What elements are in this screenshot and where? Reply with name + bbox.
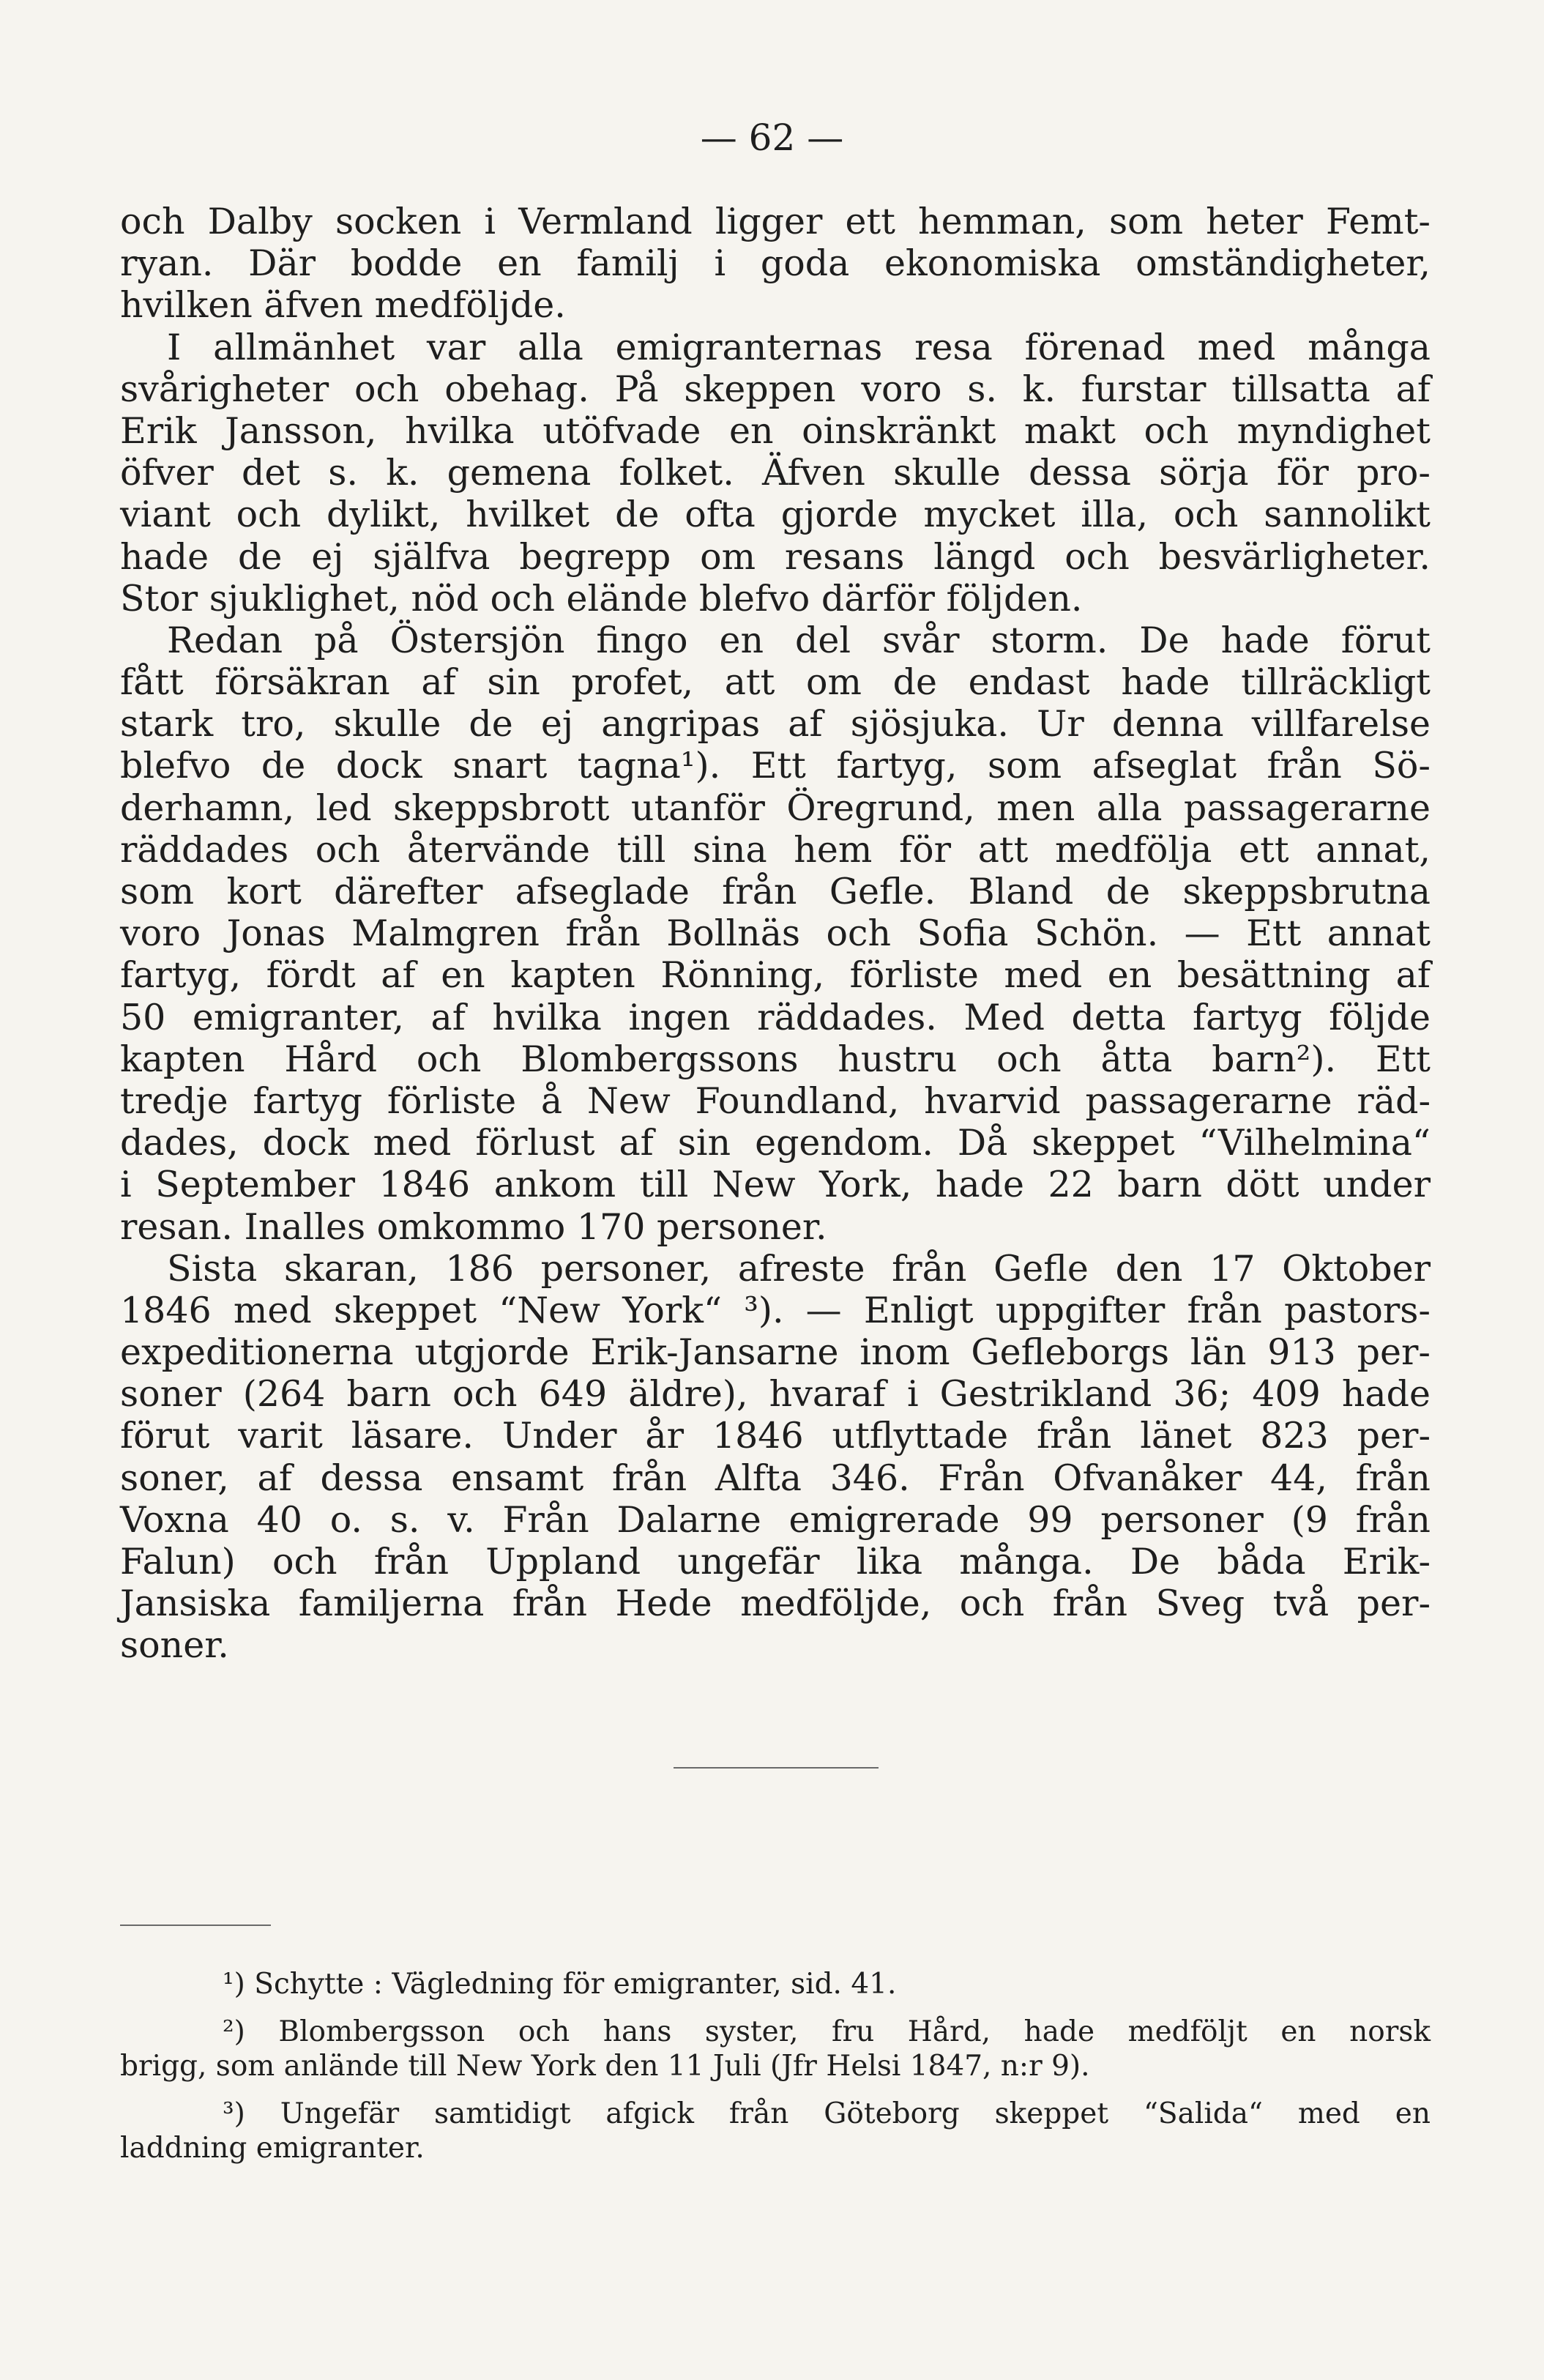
text-line: tredje fartyg förliste å New Foundland, hvarvid passagerarne räd- bbox=[120, 1079, 1431, 1122]
footnote-rule bbox=[120, 1925, 271, 1926]
text-line: 50 emigranter, af hvilka ingen räddades. Med detta fartyg följde bbox=[120, 996, 1431, 1038]
footnote-line: laddning emigranter. bbox=[120, 2132, 425, 2165]
text-line: och Dalby socken i Vermland ligger ett hemman, som heter Femt- bbox=[120, 201, 1431, 242]
text-line: öfver det s. k. gemena folket. Äfven skulle dessa sörja för pro- bbox=[120, 452, 1431, 494]
text-line: 1846 med skeppet “New York“ ³). — Enligt uppgifter från pastors- bbox=[120, 1289, 1431, 1331]
text-line: fått försäkran af sin profet, att om de endast hade tillräckligt bbox=[120, 661, 1431, 704]
section-divider bbox=[674, 1767, 879, 1769]
text-line: hvilken äfven medföljde. bbox=[120, 284, 566, 327]
text-line: blefvo de dock snart tagna¹). Ett fartyg, som afseglat från Sö- bbox=[120, 745, 1431, 787]
text-line: soner, af dessa ensamt från Alfta 346. Från Ofvanåker 44, från bbox=[120, 1457, 1431, 1499]
text-line: ryan. Där bodde en familj i goda ekonomiska omständigheter, bbox=[120, 242, 1431, 285]
text-line: Voxna 40 o. s. v. Från Dalarne emigrerade 99 personer (9 från bbox=[120, 1498, 1431, 1541]
text-line: räddades och återvände till sina hem för att medfölja ett annat, bbox=[120, 828, 1431, 871]
footnote-line: ³) Ungefär samtidigt afgick från Göteborg skeppet “Salida“ med en bbox=[223, 2097, 1431, 2130]
text-line: Sista skaran, 186 personer, afreste från Gefle den 17 Oktober bbox=[167, 1247, 1431, 1290]
text-line: förut varit läsare. Under år 1846 utflyttade från länet 823 per- bbox=[120, 1415, 1431, 1457]
text-line: som kort därefter afseglade från Gefle. Bland de skeppsbrutna bbox=[120, 871, 1431, 912]
text-line: viant och dylikt, hvilket de ofta gjorde mycket illa, och sannolikt bbox=[120, 494, 1431, 536]
text-line: stark tro, skulle de ej angripas af sjösjuka. Ur denna villfarelse bbox=[120, 703, 1431, 745]
footnote-line: ²) Blombergsson och hans syster, fru Hård, hade medföljt en norsk bbox=[223, 2015, 1431, 2048]
text-line: Erik Jansson, hvilka utöfvade en oinskränkt makt och myndighet bbox=[120, 409, 1431, 452]
text-line: resan. Inalles omkommo 170 personer. bbox=[120, 1205, 827, 1248]
text-line: svårigheter och obehag. På skeppen voro s. k. furstar tillsatta af bbox=[120, 368, 1431, 410]
text-line: fartyg, fördt af en kapten Rönning, förliste med en besättning af bbox=[120, 954, 1431, 997]
text-line: soner (264 barn och 649 äldre), hvaraf i Gestrikland 36; 409 hade bbox=[120, 1373, 1431, 1416]
text-line: voro Jonas Malmgren från Bollnäs och Sofia Schön. — Ett annat bbox=[120, 912, 1431, 955]
text-line: i September 1846 ankom till New York, hade 22 barn dött under bbox=[120, 1164, 1431, 1206]
text-line: hade de ej själfva begrepp om resans längd och besvärligheter. bbox=[120, 535, 1431, 578]
text-line: I allmänhet var alla emigranternas resa förenad med många bbox=[167, 326, 1431, 368]
footnote-line: brigg, som anlände till New York den 11 Juli (Jfr Helsi 1847, n:r 9). bbox=[120, 2050, 1090, 2083]
text-line: dades, dock med förlust af sin egendom. Då skeppet “Vilhelmina“ bbox=[120, 1122, 1431, 1164]
body-text bbox=[120, 201, 1431, 1667]
text-line: expeditionerna utgjorde Erik-Jansarne inom Gefleborgs län 913 per- bbox=[120, 1331, 1431, 1374]
text-line: Redan på Östersjön fingo en del svår storm. De hade förut bbox=[167, 619, 1431, 661]
text-line: soner. bbox=[120, 1624, 229, 1667]
text-line: kapten Hård och Blombergssons hustru och åtta barn²). Ett bbox=[120, 1038, 1431, 1080]
text-line: Falun) och från Uppland ungefär lika många. De båda Erik- bbox=[120, 1541, 1431, 1583]
page-number: — 62 — bbox=[700, 116, 844, 159]
text-line: Jansiska familjerna från Hede medföljde, och från Sveg två per- bbox=[120, 1583, 1431, 1625]
text-line: derhamn, led skeppsbrott utanför Öregrund, men alla passagerarne bbox=[120, 786, 1431, 829]
footnote-line: ¹) Schytte : Vägledning för emigranter, sid. 41. bbox=[223, 1968, 897, 2001]
text-line: Stor sjuklighet, nöd och elände blefvo därför följden. bbox=[120, 577, 1083, 620]
footnotes bbox=[120, 1967, 1431, 2165]
